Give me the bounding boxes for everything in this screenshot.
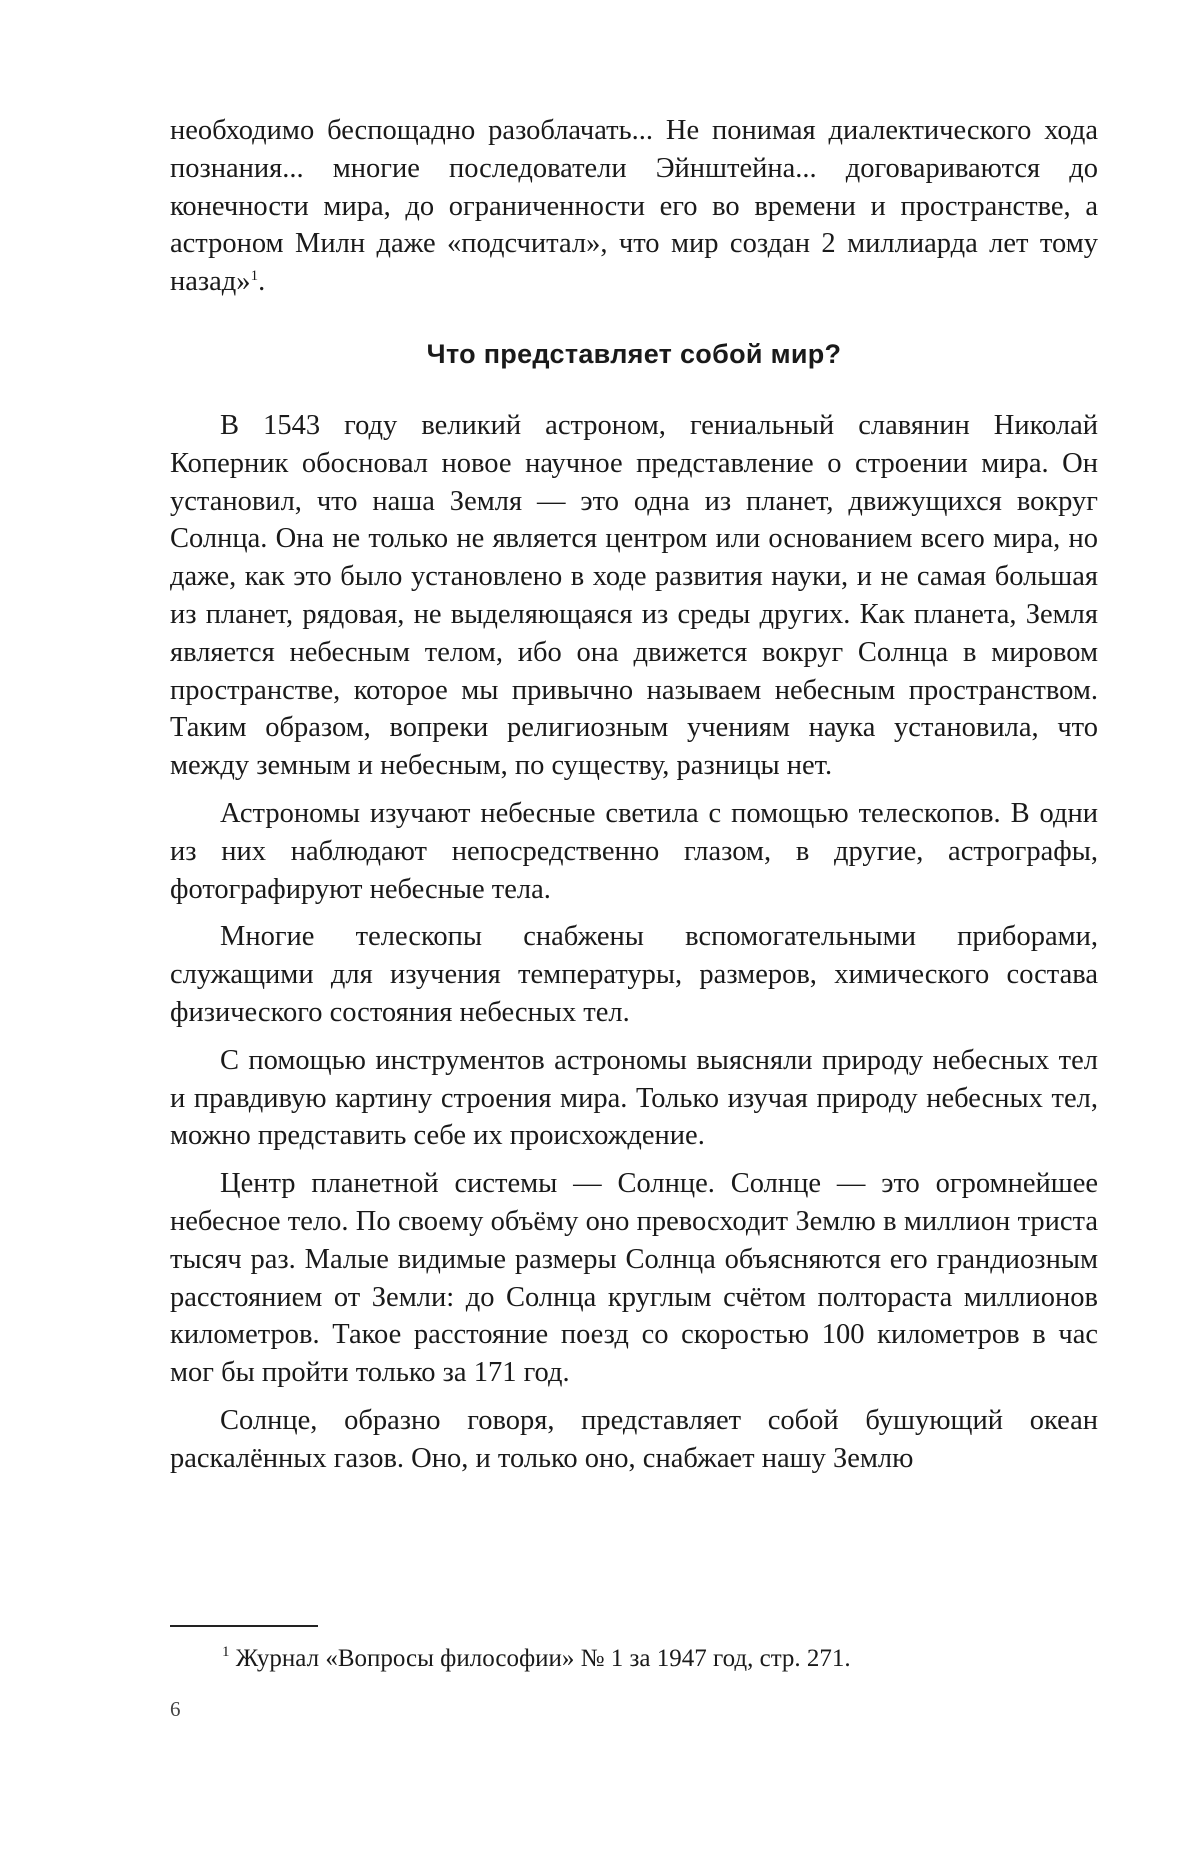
- paragraph: С помощью инструментов астрономы выясняли природу небесных тел и правдивую картину строения мира. Только изучая природу небесных тел, можно представить себе их происхождение.: [170, 1044, 1098, 1152]
- paragraph: Многие телескопы снабжены вспомогательными приборами, служащими для изучения температуры, размеров, химического состава физического состояния небесных тел.: [170, 921, 1098, 1028]
- page-body: [170, 112, 1098, 1478]
- footnote-marker: 1: [222, 1644, 230, 1660]
- body-paragraphs: [170, 407, 1098, 1478]
- footnote-text: Журнал «Вопросы философии» № 1 за 1947 год, стр. 271.: [235, 1645, 851, 1672]
- paragraph: Центр планетной системы — Солнце. Солнце — это огромнейшее небесное тело. По своему объёму оно превосходит Землю в миллион триста тысяч раз. Малые видимые размеры Солнца объясняются его грандиозным расстоянием от Земли: до Солнца круглым счётом полтораста миллионов километров. Такое расстояние поезд со скоростью 100 километров в час мог бы пройти только за 171 год.: [170, 1168, 1098, 1389]
- paragraph: В 1543 году великий астроном, гениальный славянин Николай Коперник обосновал новое научное представление о строении мира. Он установил, что наша Земля — это одна из планет, движущихся вокруг Солнца. Она не только не является центром или основанием всего мира, но даже, как это было установлено в ходе развития науки, и не самая большая из планет, рядовая, не выделяющаяся из среды других. Как планета, Земля является небесным телом, ибо она движется вокруг Солнца в мировом пространстве, которое мы привычно называем небесным пространством. Таким образом, вопреки религиозным учениям наука установила, что между земным и небесным, по существу, разницы нет.: [170, 409, 1098, 782]
- footnote-reference: 1: [250, 268, 259, 285]
- intro-paragraph-text: необходимо беспощадно разоблачать... Не понимая диалектического хода познания... многие последователи Эйнштейна... договариваются до конечности мира, до ограниченности его во времени и пространстве, а астроном Милн даже «подсчитал», что мир создан 2 миллиарда лет тому назад»: [170, 115, 1098, 298]
- section-heading: Что представляет собой мир?: [426, 338, 842, 369]
- intro-block: [170, 112, 1098, 301]
- page-number: 6: [170, 1697, 181, 1721]
- paragraph: Астрономы изучают небесные светила с помощью телескопов. В одни из них наблюдают непосредственно глазом, в другие, астрографы, фотографируют небесные тела.: [170, 797, 1098, 905]
- footnote: [222, 1644, 851, 1674]
- footnote-divider: [170, 1625, 318, 1627]
- intro-paragraph: необходимо беспощадно разоблачать... Не понимая диалектического хода познания... многие последователи Эйнштейна... договариваются до конечности мира, до ограниченности его во времени и пространстве, а астроном Милн даже «подсчитал», что мир создан 2 миллиарда лет тому назад»$^1$.: [170, 115, 1098, 298]
- paragraph: Солнце, образно говоря, представляет собой бушующий океан раскалённых газов. Оно, и только оно, снабжает нашу Землю: [170, 1404, 1098, 1474]
